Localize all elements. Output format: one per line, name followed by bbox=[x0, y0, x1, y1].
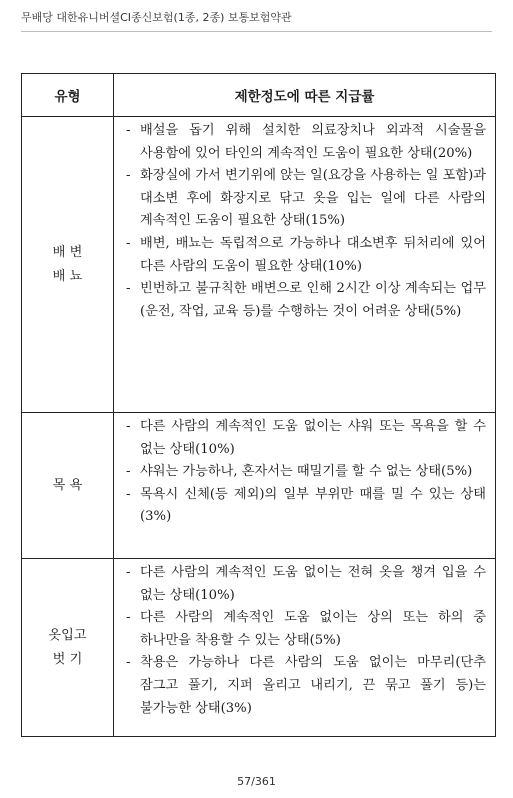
benefit-rate-table bbox=[21, 73, 496, 737]
list-item: - 다른 사람의 계속적인 도움 없이는 전혀 옷을 챙겨 입을 수 없는 상태(10%) bbox=[122, 562, 486, 607]
table-header-row bbox=[22, 74, 496, 117]
table-row bbox=[22, 117, 496, 413]
list-item: - 목욕시 신체(등 제외)의 일부 부위만 때를 밀 수 있는 상태(3%) bbox=[122, 484, 486, 529]
rate-cell bbox=[114, 117, 496, 413]
header-rate: 제한정도에 따른 지급률 bbox=[114, 74, 496, 117]
category-label: 목 욕 bbox=[52, 477, 83, 493]
category-label: 배 변 bbox=[52, 244, 83, 260]
document-header: 무배당 대한유니버셜CI종신보험(1종, 2종) 보통보험약관 bbox=[21, 11, 292, 24]
list-item: - 다른 사람의 계속적인 도움 없이는 샤워 또는 목욕을 할 수 없는 상태(10%) bbox=[122, 416, 486, 461]
list-item: - 착용은 가능하나 다른 사람의 도움 없이는 마무리(단추 잠그고 풀기, 지퍼 올리고 내리기, 끈 묶고 풀기 등)는 불가능한 상태(3%) bbox=[122, 652, 486, 720]
list-item: - 배설을 돕기 위해 설치한 의료장치나 외과적 시술물을 사용함에 있어 타인의 계속적인 도움이 필요한 상태(20%) bbox=[122, 120, 486, 165]
list-item: - 다른 사람의 계속적인 도움 없이는 상의 또는 하의 중 하나만을 착용할 수 있는 상태(5%) bbox=[122, 607, 486, 652]
table-row bbox=[22, 413, 496, 559]
category-label: 배 뇨 bbox=[52, 268, 83, 284]
page-number: 57/361 bbox=[237, 775, 276, 788]
category-cell bbox=[22, 413, 114, 559]
category-label: 벗 기 bbox=[52, 651, 83, 667]
table-row bbox=[22, 559, 496, 737]
list-item: - 화장실에 가서 변기위에 앉는 일(요강을 사용하는 일 포함)과 대소변 후에 화장지로 닦고 옷을 입는 일에 다른 사람의 계속적인 도움이 필요한 상태(15%) bbox=[122, 165, 486, 233]
category-cell bbox=[22, 117, 114, 413]
rate-cell bbox=[114, 559, 496, 737]
list-item: - 배변, 배뇨는 독립적으로 가능하나 대소변후 뒤처리에 있어 다른 사람의 도움이 필요한 상태(10%) bbox=[122, 233, 486, 278]
category-label: 옷입고 bbox=[48, 627, 87, 643]
header-type: 유형 bbox=[22, 74, 114, 117]
header-rule bbox=[21, 31, 492, 32]
list-item: - 빈번하고 불규칙한 배변으로 인해 2시간 이상 계속되는 업무(운전, 작업, 교육 등)를 수행하는 것이 어려운 상태(5%) bbox=[122, 278, 486, 323]
list-item: - 샤워는 가능하나, 혼자서는 때밀기를 할 수 없는 상태(5%) bbox=[122, 461, 486, 484]
category-cell bbox=[22, 559, 114, 737]
rate-cell bbox=[114, 413, 496, 559]
